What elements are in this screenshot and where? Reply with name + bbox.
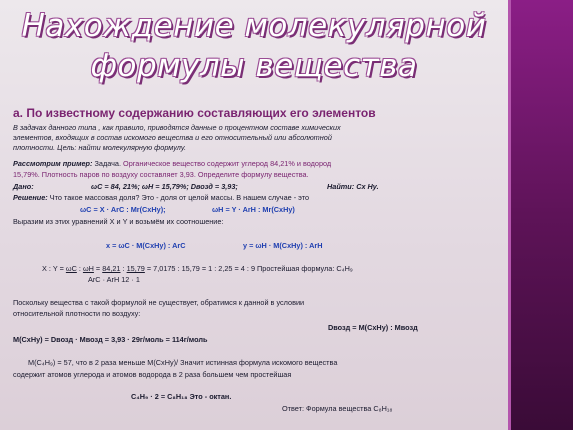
given-values: ωC = 84, 21%; ωH = 15,79%; Dвозд = 3,93; [91, 182, 238, 191]
formula-y: y = ωH · M(CxHy) : ArH [243, 241, 323, 250]
intro-line-2: элементов, входящих в состав искомого вещества и его относительный или абсолютной [13, 133, 332, 142]
example-label: Рассмотрим пример: [13, 159, 93, 168]
given-line [13, 182, 379, 192]
formula-h: ωH = Y · ArH : Mr(CxHy) [212, 205, 295, 214]
title-line-1: Нахождение молекулярной [21, 8, 487, 44]
explain-line-1: Поскольку вещества с такой формулой не существует, обратимся к данной в условии [13, 298, 305, 307]
ratio-n1: 84,21 [102, 264, 121, 273]
formula-c: ωC = X · ArC : Mr(CxHy); [80, 205, 166, 214]
ratio-denominators: ArC · ArH 12 · 1 [88, 275, 140, 284]
section-subtitle: а. По известному содержанию составляющих его элементов [13, 106, 376, 120]
solution-label: Решение: [13, 193, 48, 202]
given-label: Дано: [13, 182, 34, 191]
title-line-2: формулы вещества [90, 48, 418, 84]
ratio-colon: : [120, 264, 127, 273]
slide-title [0, 8, 508, 84]
answer-line: Ответ: Формула вещества C₈H₁₈ [282, 404, 393, 413]
ratio-eq: = [93, 264, 103, 273]
ratio-line [42, 264, 353, 274]
explain-line-2: относительной плотности по воздуху: [13, 309, 141, 318]
express-line: Выразим из этих уравнений X и Y и возьмём их соотношение: [13, 217, 224, 226]
conclusion-line-2: содержит атомов углерода и атомов водорода в 2 раза большем чем простейшая [13, 370, 292, 379]
ratio-rest: = 7,0175 : 15,79 = 1 : 2,25 = 4 : 9 Простейшая формула: C₄H₉ [144, 264, 353, 273]
intro-line-3: плотности. Цель: найти молекулярную формулу. [13, 143, 187, 152]
density-formula: Dвозд = M(CxHy) : Mвозд [328, 323, 418, 332]
ratio-wc: ωC [65, 264, 77, 273]
conclusion-line-1: M(C₄H₉) = 57, что в 2 раза меньше M(CxHy)/ Значит истинная формула искомого вещества [28, 358, 338, 367]
solution-text: Что такое массовая доля? Это - доля от целой массы. В нашем случае - это [47, 193, 310, 202]
example-line-2: 15,79%. Плотность паров по воздуху составляет 3,93. Определите формулу вещества. [13, 170, 309, 179]
example-text: Органическое вещество содержит углерод 84,21% и водород [123, 159, 332, 168]
ratio-n2: 15,79 [126, 264, 145, 273]
example-word: Задача. [92, 159, 124, 168]
final-formula: C₄H₉ · 2 = C₈H₁₈ Это - октан. [131, 392, 232, 401]
ratio-prefix: X : Y = [42, 264, 66, 273]
ratio-wh: ωH [82, 264, 94, 273]
solution-line [13, 193, 309, 203]
decorative-sidebar [508, 0, 573, 430]
intro-line-1: В задачах данного типа , как правило, приводятся данные о процентном составе химических [13, 123, 341, 132]
ratio-dot: : [76, 264, 83, 273]
molar-calc: M(CxHy) = Dвозд · Mвозд = 3,93 · 29г/моль = 114г/моль [13, 335, 208, 344]
formula-x: x = ωC · M(CxHy) : ArC [106, 241, 186, 250]
find-label: Найти: Cx Hy. [327, 182, 379, 191]
example-line-1 [13, 159, 331, 169]
